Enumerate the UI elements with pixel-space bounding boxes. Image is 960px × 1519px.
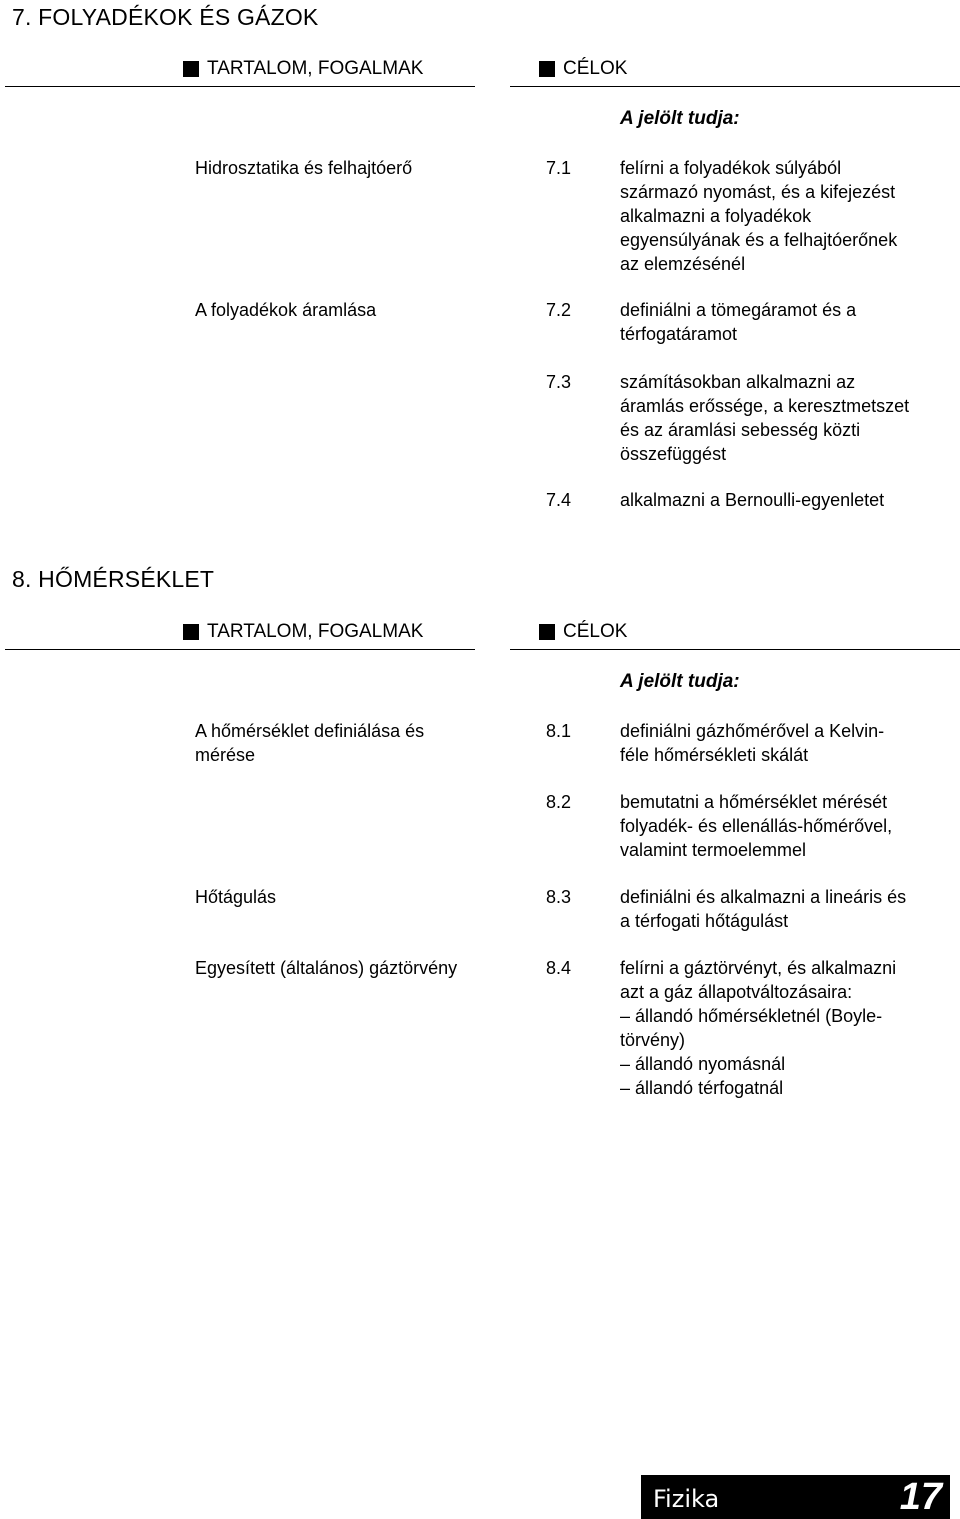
desc-line: áramlás erőssége, a keresztmetszet bbox=[620, 396, 910, 416]
header-rule-left bbox=[5, 86, 475, 87]
header-rule-right bbox=[510, 86, 960, 87]
goal-description bbox=[620, 719, 955, 767]
desc-line: – állandó térfogatnál bbox=[620, 1078, 784, 1098]
section-title: 7. FOLYADÉKOK ÉS GÁZOK bbox=[12, 4, 319, 30]
page-footer bbox=[641, 1475, 950, 1519]
goal-number: 7.2 bbox=[546, 300, 572, 320]
desc-line: féle hőmérsékleti skálát bbox=[620, 745, 809, 765]
desc-line: folyadék- és ellenállás-hőmérővel, bbox=[620, 816, 893, 836]
goal-description bbox=[620, 790, 955, 862]
desc-line: felírni a folyadékok súlyából bbox=[620, 158, 842, 178]
goals-subheading: A jelölt tudja: bbox=[620, 671, 740, 692]
desc-line: és az áramlási sebesség közti bbox=[620, 420, 861, 440]
goal-number: 7.4 bbox=[546, 490, 572, 510]
header-rule-left bbox=[5, 649, 475, 650]
square-bullet-icon bbox=[539, 624, 555, 640]
page-number: 17 bbox=[899, 1476, 942, 1518]
topic-line: A hőmérséklet definiálása és bbox=[195, 721, 425, 741]
topic-cell bbox=[195, 298, 515, 322]
goals-column-heading bbox=[539, 621, 627, 643]
topic-line: Hidrosztatika és felhajtóerő bbox=[195, 158, 413, 178]
desc-line: alkalmazni a folyadékok bbox=[620, 206, 812, 226]
goal-number: 8.4 bbox=[546, 958, 572, 978]
goals-column-heading bbox=[539, 58, 627, 80]
desc-line: egyensúlyának és a felhajtóerőnek bbox=[620, 230, 898, 250]
topic-cell bbox=[195, 719, 515, 767]
desc-line: a térfogati hőtágulást bbox=[620, 911, 789, 931]
goals-subheading: A jelölt tudja: bbox=[620, 108, 740, 129]
desc-line: bemutatni a hőmérséklet mérését bbox=[620, 792, 888, 812]
desc-line: az elemzésénél bbox=[620, 254, 746, 274]
desc-line: felírni a gáztörvényt, és alkalmazni bbox=[620, 958, 897, 978]
goal-description bbox=[620, 488, 955, 512]
column-header bbox=[0, 58, 960, 88]
goal-number: 8.2 bbox=[546, 792, 572, 812]
goal-number: 8.3 bbox=[546, 887, 572, 907]
desc-line: törvény) bbox=[620, 1030, 686, 1050]
desc-line: valamint termoelemmel bbox=[620, 840, 807, 860]
desc-line: alkalmazni a Bernoulli-egyenletet bbox=[620, 490, 885, 510]
desc-line: – állandó nyomásnál bbox=[620, 1054, 786, 1074]
desc-line: definiálni és alkalmazni a lineáris és bbox=[620, 887, 907, 907]
goals-column-label: CÉLOK bbox=[563, 621, 628, 642]
section-title: 8. HŐMÉRSÉKLET bbox=[12, 566, 215, 592]
goal-number: 7.1 bbox=[546, 158, 572, 178]
content-column-label: TARTALOM, FOGALMAK bbox=[207, 621, 424, 642]
topic-line: A folyadékok áramlása bbox=[195, 300, 377, 320]
desc-line: térfogatáramot bbox=[620, 324, 738, 344]
goal-description bbox=[620, 885, 955, 933]
goal-number: 8.1 bbox=[546, 721, 572, 741]
desc-line: azt a gáz állapotváltozásaira: bbox=[620, 982, 853, 1002]
goal-number: 7.3 bbox=[546, 372, 572, 392]
square-bullet-icon bbox=[183, 624, 199, 640]
topic-line: Egyesített (általános) gáztörvény bbox=[195, 958, 458, 978]
goal-description bbox=[620, 370, 955, 466]
content-column-label: TARTALOM, FOGALMAK bbox=[207, 58, 424, 79]
topic-line: Hőtágulás bbox=[195, 887, 277, 907]
desc-line: – állandó hőmérsékletnél (Boyle- bbox=[620, 1006, 883, 1026]
column-header bbox=[0, 621, 960, 651]
desc-line: származó nyomást, és a kifejezést bbox=[620, 182, 896, 202]
topic-cell bbox=[195, 956, 515, 980]
desc-line: összefüggést bbox=[620, 444, 727, 464]
square-bullet-icon bbox=[183, 61, 199, 77]
topic-cell bbox=[195, 885, 515, 909]
desc-line: definiálni a tömegáramot és a bbox=[620, 300, 857, 320]
content-column-heading bbox=[183, 58, 423, 80]
goals-column-label: CÉLOK bbox=[563, 58, 628, 79]
header-rule-right bbox=[510, 649, 960, 650]
goal-description bbox=[620, 298, 955, 346]
desc-line: számításokban alkalmazni az bbox=[620, 372, 856, 392]
topic-cell bbox=[195, 156, 515, 180]
goal-description bbox=[620, 156, 955, 276]
square-bullet-icon bbox=[539, 61, 555, 77]
topic-line: mérése bbox=[195, 745, 256, 765]
goal-description bbox=[620, 956, 955, 1100]
footer-subject: Fizika bbox=[653, 1485, 720, 1513]
content-column-heading bbox=[183, 621, 423, 643]
desc-line: definiálni gázhőmérővel a Kelvin- bbox=[620, 721, 885, 741]
